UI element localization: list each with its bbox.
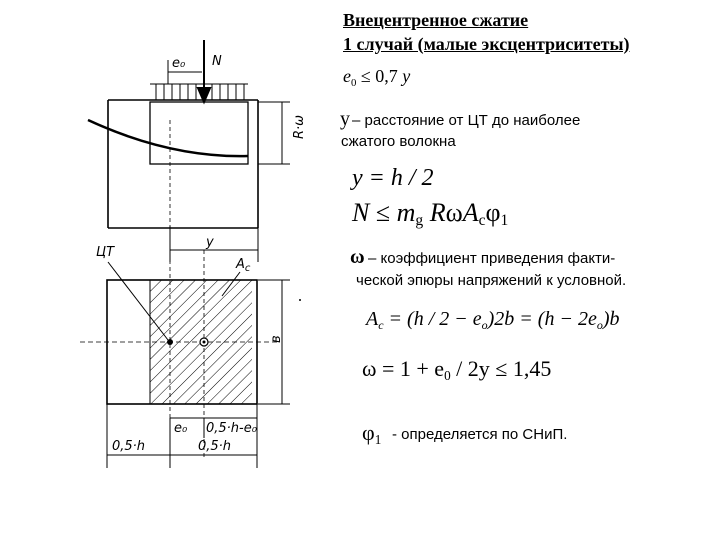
omega-definition-line-2: ческой эпюры напряжений к условной. [356, 272, 627, 289]
y-dimension-label: y [206, 235, 214, 250]
stress-block [88, 84, 248, 164]
half-h-right-label: 0,5·h [198, 439, 232, 454]
half-h-left-label: 0,5·h [112, 439, 146, 454]
omega-formula: $\omega = 1 + e_0 / 2y \le 1,45$ [362, 356, 552, 383]
eccentric-compression-diagram [0, 0, 330, 480]
phi-note-text: - определяется по СНиП. [392, 426, 568, 443]
title-line-2: 1 случай (малые эксцентриситеты) [343, 34, 630, 54]
y-definition-line-1: – расстояние от ЦТ до наиболее [352, 112, 581, 129]
cross-section [80, 280, 280, 404]
omega-symbol: ω [350, 246, 365, 268]
half-h-minus-e0-label: 0,5·h-e₀ [206, 421, 257, 436]
e0-top-label: e₀ [172, 56, 186, 71]
title-line-1: Внецентренное сжатие [343, 10, 529, 30]
force-arrow [198, 40, 210, 102]
e0-bottom-label: e₀ [174, 421, 188, 436]
omega-definition-line-1: – коэффициент приведения факти- [368, 250, 616, 267]
y-formula: y = h / 2 [352, 165, 434, 191]
condition-formula: $e_0 \le 0,7$ y [343, 66, 411, 89]
y-definition-line-2: сжатого волокна [341, 133, 456, 150]
r-omega-label: R·ω [292, 114, 307, 139]
ac-formula: $A_c = (h / 2 - e_o)2b = (h - 2e_o)b$ [366, 308, 620, 332]
force-label: N [212, 54, 222, 69]
y-symbol: y [340, 108, 350, 130]
phi-symbol: $\varphi_1$ [362, 420, 382, 447]
ac-label: $A_c$ [236, 257, 251, 274]
b-dimension-label: в [269, 335, 284, 343]
n-formula: $N \le m_g$ $R\omega A_c\varphi_1$ [352, 198, 509, 229]
ct-label: ЦТ [96, 245, 115, 260]
